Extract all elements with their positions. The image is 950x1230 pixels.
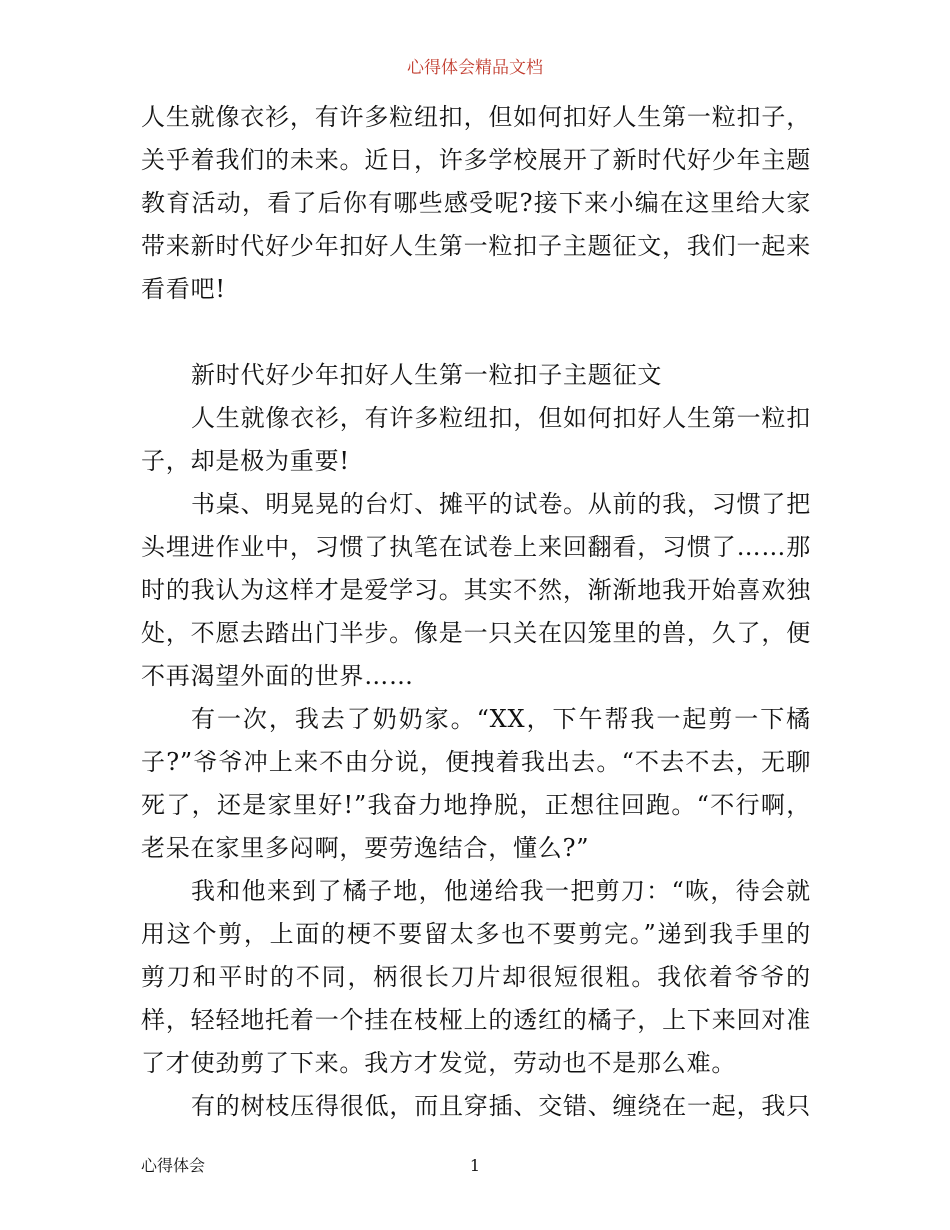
intro-paragraph: 人生就像衣衫，有许多粒纽扣，但如何扣好人生第一粒扣子，关乎着我们的未来。近日，许多学校展开了新时代好少年主题教育活动，看了后你有哪些感受呢?接下来小编在这里给大家带来新时代好少年扣好人生第一粒扣子主题征文，我们一起来看看吧! [141,103,811,303]
essay-paragraph-2: 书桌、明晃晃的台灯、摊平的试卷。从前的我，习惯了把头埋进作业中，习惯了执笔在试卷上来回翻看，习惯了……那时的我认为这样才是爱学习。其实不然，渐渐地我开始喜欢独处，不愿去踏出门半步。像是一只关在囚笼里的兽，久了，便不再渴望外面的世界…… [141,490,811,690]
paragraph-spacer [141,311,811,354]
page-header-title: 心得体会精品文档 [407,58,543,78]
essay-paragraph-4: 我和他来到了橘子地，他递给我一把剪刀：“咴，待会就用这个剪，上面的梗不要留太多也不要剪完。”递到我手里的剪刀和平时的不同，柄很长刀片却很短很粗。我依着爷爷的样，轻轻地托着一个挂在枝桠上的透红的橘子，上下来回对准了才使劲剪了下来。我方才发觉，劳动也不是那么难。 [141,877,811,1077]
footer-label: 心得体会 [141,1156,206,1175]
essay-paragraph-3: 有一次，我去了奶奶家。“XX，下午帮我一起剪一下橘子?”爷爷冲上来不由分说，便拽着我出去。“不去不去，无聊死了，还是家里好!”我奋力地挣脱，正想往回跑。“不行啊，老呆在家里多闷啊，要劳逸结合，懂么?” [141,705,811,862]
essay-paragraph-1: 人生就像衣衫，有许多粒纽扣，但如何扣好人生第一粒扣子，却是极为重要! [141,404,811,475]
document-body [141,96,811,1128]
page-number: 1 [469,1156,481,1175]
essay-title: 新时代好少年扣好人生第一粒扣子主题征文 [191,361,663,389]
essay-paragraph-5: 有的树枝压得很低，而且穿插、交错、缠绕在一起，我只 [191,1092,811,1120]
